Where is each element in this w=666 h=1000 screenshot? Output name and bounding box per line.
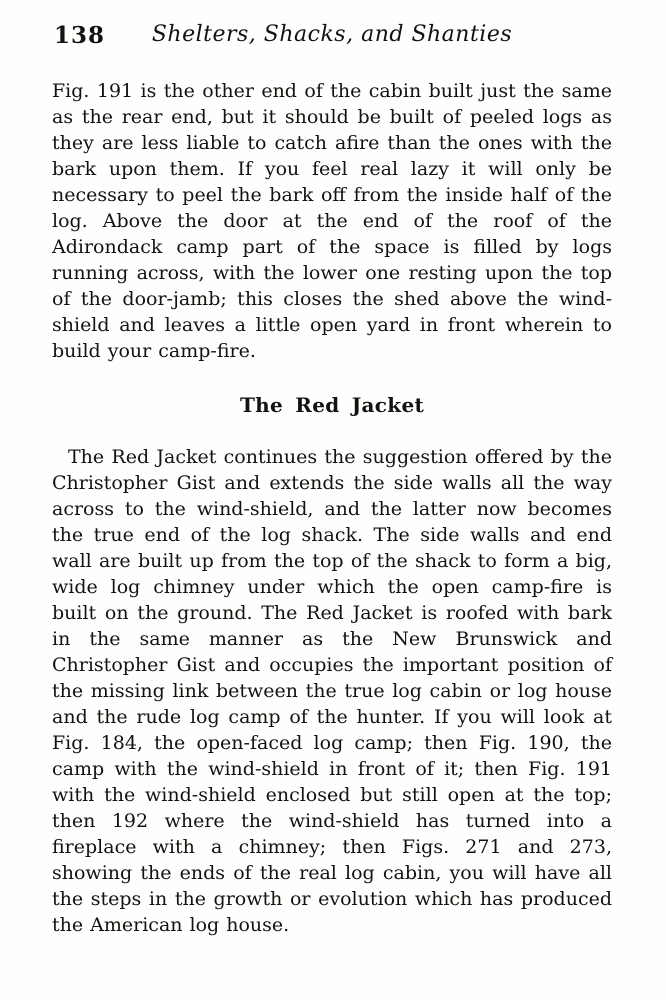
text-block	[52, 22, 612, 938]
section-heading: The Red Jacket	[239, 393, 425, 417]
paragraph-1: Fig. 191 is the other end of the cabin built just the same as the rear end, but it should be built of peeled logs as they are less liable to catch afire than the ones with the bark upon them. If you feel real lazy it will only be necessary to peel the bark off from the inside half of the log. Above the door at the end of the roof of the Adirondack camp part of the space is filled by logs running across, with the lower one resting upon the top of the door-jamb; this closes the shed above the wind-shield and leaves a little open yard in front wherein to build your camp-fire.	[52, 80, 612, 362]
running-title: Shelters, Shacks, and Shanties	[151, 22, 513, 47]
page-number: 138	[54, 22, 106, 49]
page-header	[52, 22, 612, 56]
paragraph-2: The Red Jacket continues the suggestion offered by the Christopher Gist and extends the side walls all the way across to the wind-shield, and the latter now becomes the true end of the log shack. The side walls and end wall are built up from the top of the shack to form a big, wide log chimney under which the open camp-fire is built on the ground. The Red Jacket is roofed with bark in the same manner as the New Brunswick and Christopher Gist and occupies the important position of the missing link between the true log cabin or log house and the rude log camp of the hunter. If you will look at Fig. 184, the open-faced log camp; then Fig. 190, the camp with the wind-shield in front of it; then Fig. 191 with the wind-shield enclosed but still open at the top; then 192 where the wind-shield has turned into a fireplace with a chimney; then Figs. 271 and 273, showing the ends of the real log cabin, you will have all the steps in the growth or evolution which has produced the American log house.	[52, 446, 612, 936]
